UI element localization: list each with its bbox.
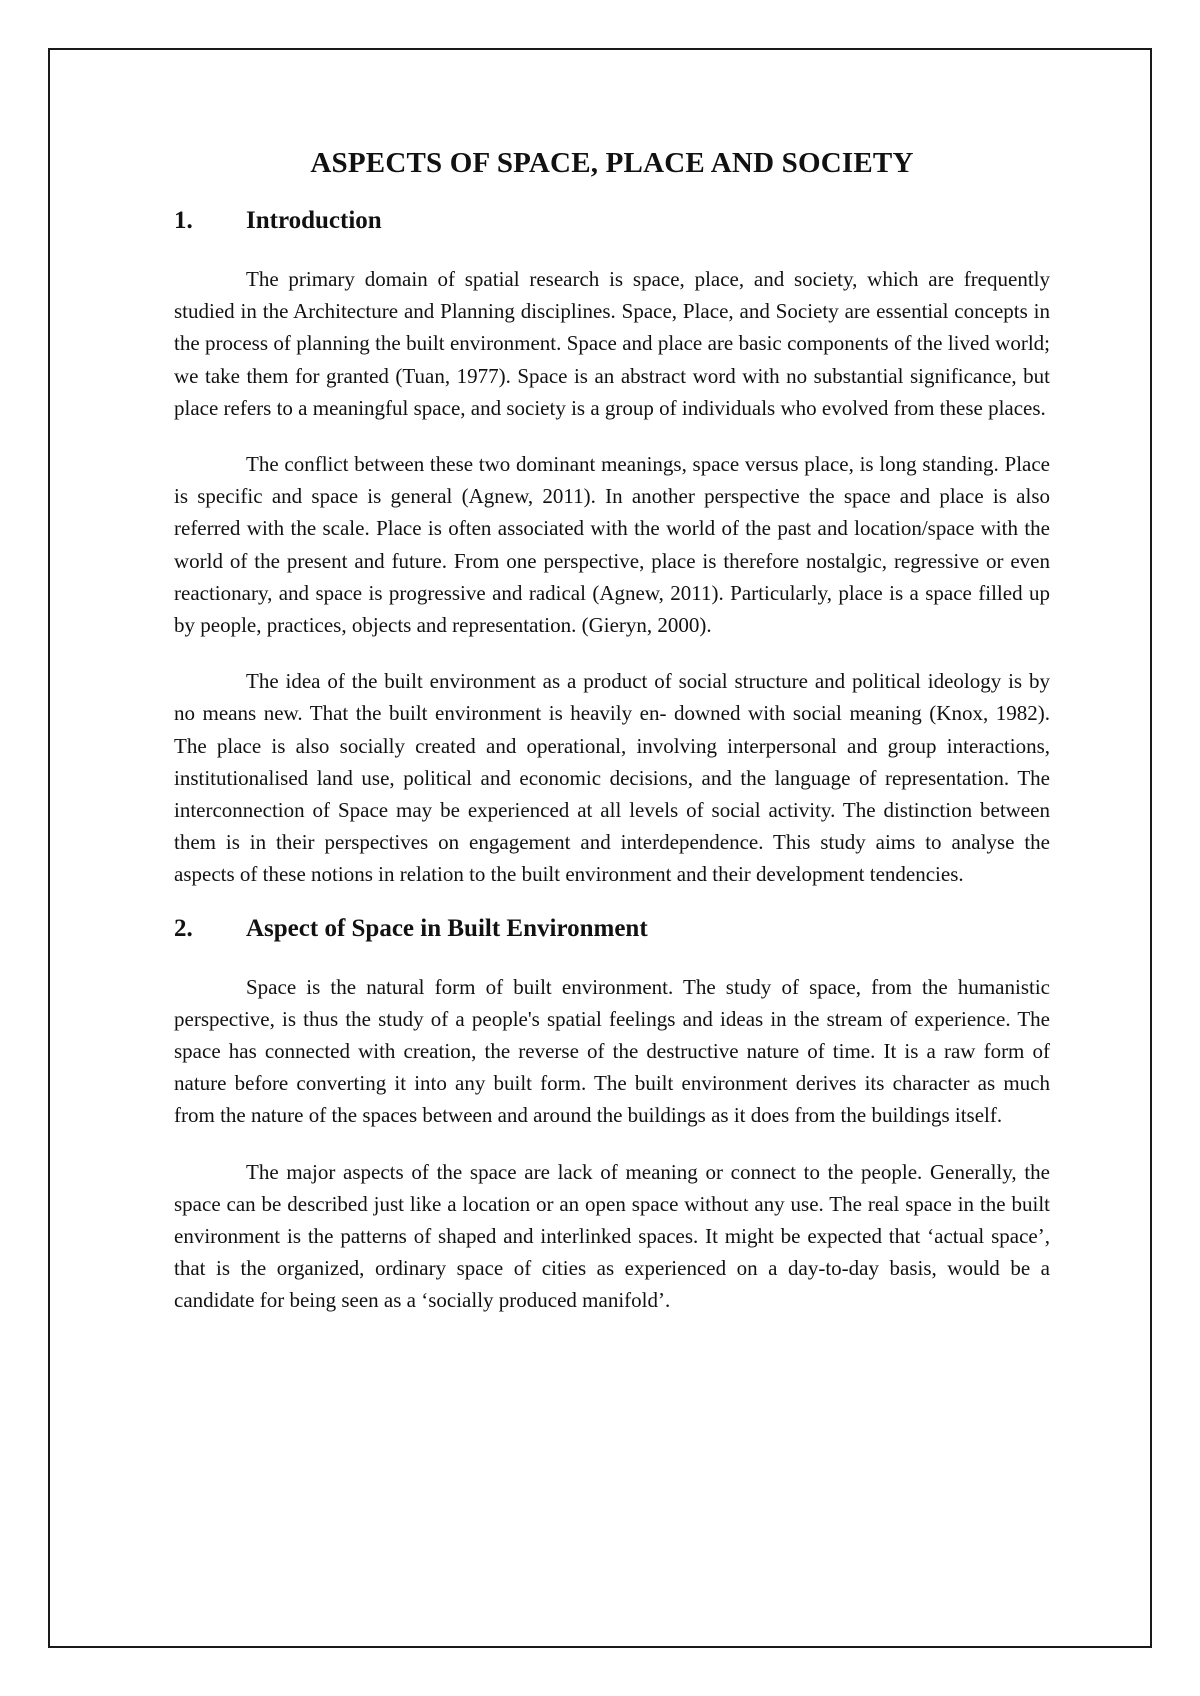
paragraph: The major aspects of the space are lack of meaning or connect to the people. Generally, the space can be described just like a location or an open space without any use. The real space in the built environment is the patterns of shaped and interlinked spaces. It might be expected that ‘actual space’, that is the organized, ordinary space of cities as experienced on a day-to-day basis, would be a candidate for being seen as a ‘socially produced manifold’. <box>174 1159 1050 1313</box>
paragraph: The idea of the built environment as a product of social structure and political ideology is by no means new. That the built environment is heavily en- downed with social meaning (Knox, 1982). The place is also socially created and operational, involving interpersonal and group interactions, institutionalised land use, political and economic decisions, and the language of representation. The interconnection of Space may be experienced at all levels of social activity. The distinction between them is in their perspectives on engagement and interdependence. This study aims to analyse the aspects of these notions in relation to the built environment and their development tendencies. <box>174 669 1050 887</box>
paragraph: The primary domain of spatial research is space, place, and society, which are frequently studied in the Architecture and Planning disciplines. Space, Place, and Society are essential concepts in the process of planning the built environment. Space and place are basic components of the lived world; we take them for granted (Tuan, 1977). Space is an abstract word with no substantial significance, but place refers to a meaningful space, and society is a group of individuals who evolved from these places. <box>174 267 1050 420</box>
paragraph: Space is the natural form of built environment. The study of space, from the humanistic perspective, is thus the study of a people's spatial feelings and ideas in the stream of experience. The space has connected with creation, the reverse of the destructive nature of time. It is a raw form of nature before converting it into any built form. The built environment derives its character as much from the nature of the spaces between and around the buildings as it does from the buildings itself. <box>174 974 1050 1128</box>
paragraph: The conflict between these two dominant meanings, space versus place, is long standing. Place is specific and space is general (Agnew, 2011). In another perspective the space and place is also referred with the scale. Place is often associated with the world of the past and location/space with the world of the present and future. From one perspective, place is therefore nostalgic, regressive or even reactionary, and space is progressive and radical (Agnew, 2011). Particularly, place is a space filled up by people, practices, objects and representation. (Gieryn, 2000). <box>174 452 1050 638</box>
section-heading-introduction <box>174 203 1050 239</box>
section-title: Introduction <box>246 207 382 234</box>
section-number: 2. <box>174 914 193 942</box>
document-body <box>174 130 1050 1317</box>
section-heading-aspect-of-space <box>174 911 1050 947</box>
document-title: ASPECTS OF SPACE, PLACE AND SOCIETY <box>310 147 914 179</box>
section-title: Aspect of Space in Built Environment <box>246 914 648 942</box>
section-number: 1. <box>174 207 193 234</box>
